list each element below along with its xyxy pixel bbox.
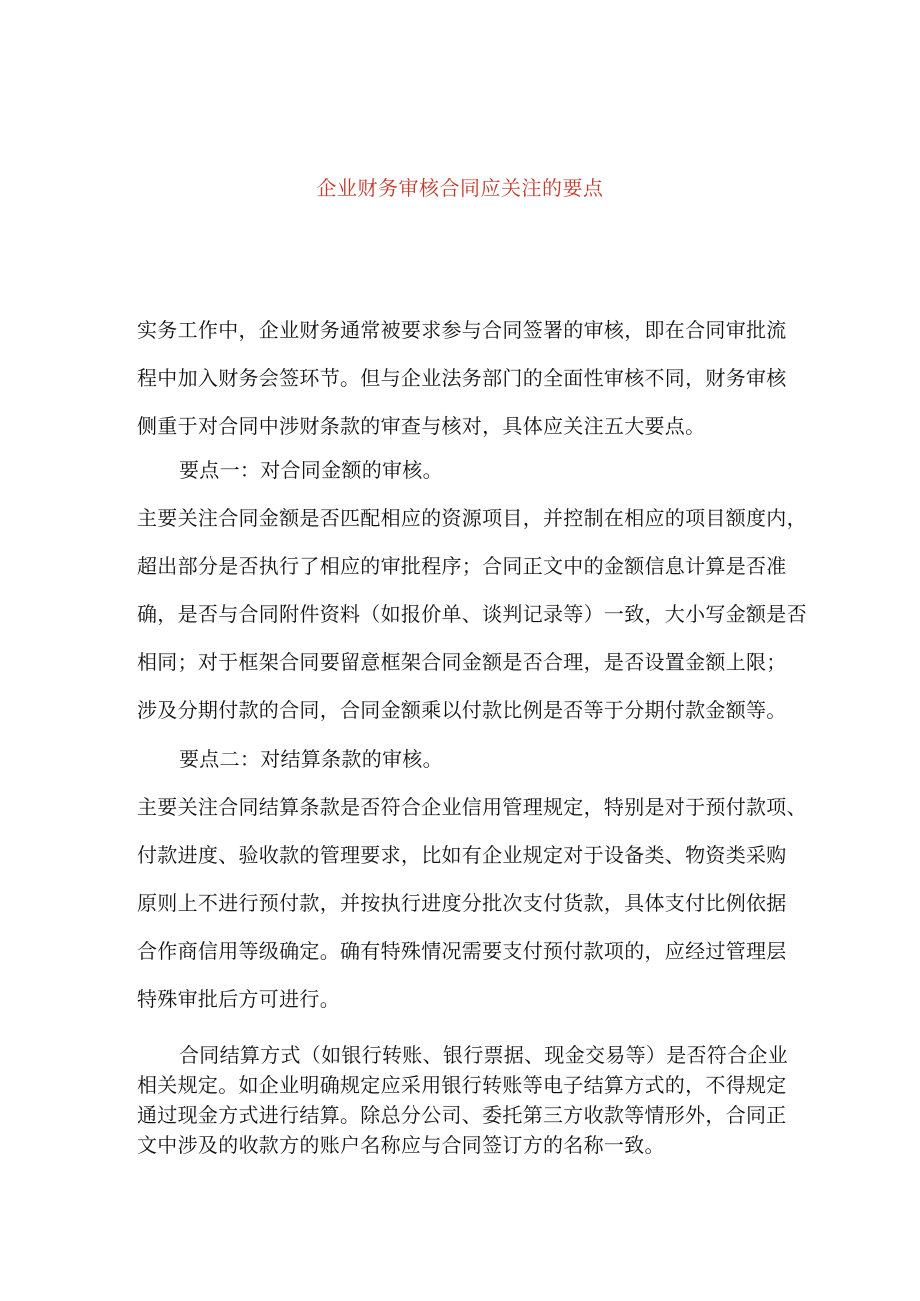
settlement-line: 合同结算方式（如银行转账、银行票据、现金交易等）是否符合企业 (179, 1043, 788, 1067)
point2-line: 特殊审批后方可进行。 (137, 987, 340, 1011)
intro-line: 程中加入财务会签环节。但与企业法务部门的全面性审核不同，财务审核 (137, 366, 787, 390)
point1-paragraph (137, 494, 807, 734)
intro-line: 侧重于对合同中涉财条款的审查与核对，具体应关注五大要点。 (137, 414, 706, 438)
document-title: 企业财务审核合同应关注的要点 (316, 176, 604, 200)
point2-line: 主要关注合同结算条款是否符合企业信用管理规定，特别是对于预付款项、 (137, 795, 807, 819)
settlement-line: 相关规定。如企业明确规定应采用银行转账等电子结算方式的，不得规定 (137, 1073, 787, 1097)
point1-line: 主要关注合同金额是否匹配相应的资源项目，并控制在相应的项目额度内， (137, 506, 807, 530)
point2-heading-text: 要点二：对结算条款的审核。 (179, 747, 443, 771)
point1-heading (137, 446, 797, 494)
point2-heading (137, 735, 797, 783)
settlement-paragraph (137, 1040, 797, 1160)
point2-paragraph (137, 783, 807, 1023)
point1-line: 涉及分期付款的合同，合同金额乘以付款比例是否等于分期付款金额等。 (137, 698, 787, 722)
settlement-line: 通过现金方式进行结算。除总分公司、委托第三方收款等情形外，合同正 (137, 1103, 787, 1127)
point1-line: 相同；对于框架合同要留意框架合同金额是否合理，是否设置金额上限； (137, 650, 787, 674)
settlement-line: 文中涉及的收款方的账户名称应与合同签订方的名称一致。 (137, 1133, 665, 1157)
intro-paragraph (137, 306, 797, 450)
point2-line: 原则上不进行预付款，并按执行进度分批次支付货款，具体支付比例依据 (137, 891, 787, 915)
point1-line: 确，是否与合同附件资料（如报价单、谈判记录等）一致，大小写金额是否 (137, 602, 807, 626)
point1-line: 超出部分是否执行了相应的审批程序；合同正文中的金额信息计算是否准 (137, 554, 787, 578)
point2-line: 合作商信用等级确定。确有特殊情况需要支付预付款项的，应经过管理层 (137, 939, 787, 963)
intro-line: 实务工作中，企业财务通常被要求参与合同签署的审核，即在合同审批流 (137, 318, 787, 342)
point1-heading-text: 要点一：对合同金额的审核。 (179, 458, 443, 482)
point2-line: 付款进度、验收款的管理要求，比如有企业规定对于设备类、物资类采购 (137, 843, 787, 867)
